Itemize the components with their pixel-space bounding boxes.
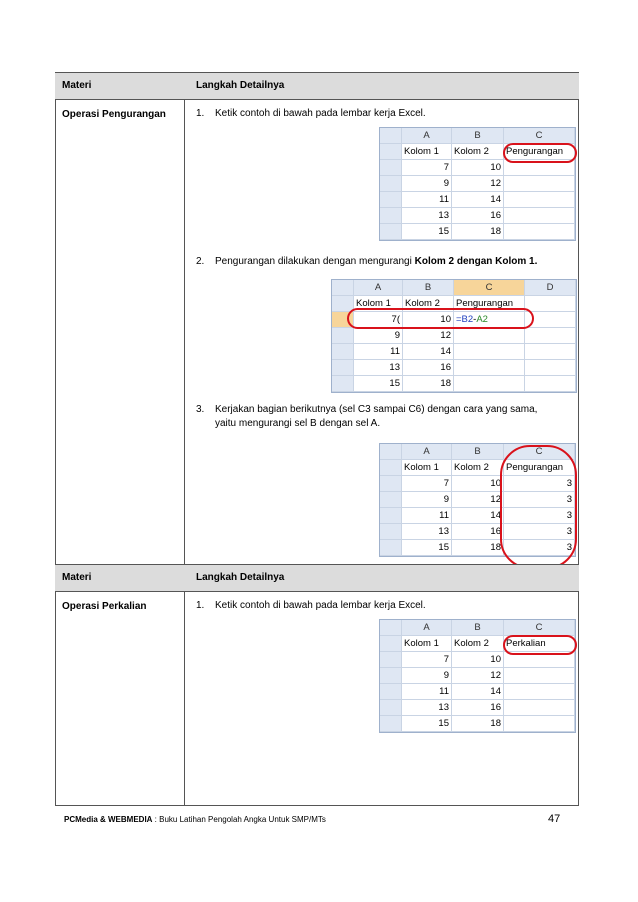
column-divider	[184, 72, 185, 806]
sheet-cell[interactable]: 18	[403, 376, 454, 391]
sheet-cell[interactable]: 14	[452, 192, 504, 207]
sheet-cell[interactable]	[454, 376, 525, 391]
sheet-cell[interactable]: 11	[402, 508, 452, 523]
sheet-column-header[interactable]: B	[403, 280, 454, 295]
sheet-cell[interactable]	[454, 360, 525, 375]
sheet-cell[interactable]: 15	[402, 540, 452, 555]
sheet-column-header[interactable]: A	[354, 280, 403, 295]
sheet-corner[interactable]	[332, 280, 354, 295]
excel-sheet-pengurangan-2	[331, 279, 577, 393]
sheet-row-number[interactable]	[380, 668, 402, 683]
sheet-column-header[interactable]: B	[452, 444, 504, 459]
sheet-cell[interactable]: 3	[504, 492, 575, 507]
sheet-cell[interactable]	[504, 700, 575, 715]
sheet-cell[interactable]	[504, 176, 575, 191]
sheet-cell[interactable]	[525, 344, 576, 359]
sheet-row	[380, 684, 575, 700]
sheet-cell[interactable]: =B2-A2	[454, 312, 525, 327]
sheet-cell[interactable]: Kolom 1	[354, 296, 403, 311]
sheet-row-number[interactable]	[380, 492, 402, 507]
step-text-line: yaitu mengurangi sel B dengan sel A.	[215, 418, 381, 429]
sheet-cell[interactable]: 15	[402, 224, 452, 239]
sheet-cell[interactable]: 14	[403, 344, 454, 359]
sheet-column-header[interactable]: A	[402, 620, 452, 635]
sheet-row-number[interactable]	[380, 176, 402, 191]
header-langkah: Langkah Detailnya	[196, 80, 285, 91]
step-text	[215, 255, 537, 269]
sheet-cell[interactable]: Kolom 2	[452, 460, 504, 475]
step-item	[196, 599, 576, 613]
sheet-cell[interactable]	[525, 328, 576, 343]
sheet-cell[interactable]	[454, 344, 525, 359]
highlight-oval	[347, 308, 534, 329]
sheet-row-number[interactable]	[380, 700, 402, 715]
sheet-cell[interactable]	[525, 360, 576, 375]
sheet-cell[interactable]: Kolom 1	[402, 636, 452, 651]
sheet-cell[interactable]: 10	[452, 652, 504, 667]
sheet-column-header[interactable]: B	[452, 128, 504, 143]
sheet-cell[interactable]: 16	[452, 700, 504, 715]
sheet-cell[interactable]: 3	[504, 476, 575, 491]
sheet-cell[interactable]: 10	[403, 312, 454, 327]
sheet-column-header[interactable]: D	[525, 280, 576, 295]
sheet-corner[interactable]	[380, 620, 402, 635]
sheet-cell[interactable]: 9	[402, 668, 452, 683]
sheet-row	[380, 716, 575, 732]
section-title-pengurangan: Operasi Pengurangan	[62, 109, 166, 120]
sheet-cell[interactable]: 3	[504, 508, 575, 523]
sheet-cell[interactable]: 15	[354, 376, 403, 391]
sheet-row	[332, 328, 576, 344]
sheet-cell[interactable]: 13	[402, 524, 452, 539]
sheet-row-number[interactable]	[380, 160, 402, 175]
sheet-row-number[interactable]	[380, 636, 402, 651]
step-number: 2.	[196, 256, 205, 267]
sheet-row-number[interactable]	[380, 460, 402, 475]
sheet-row	[332, 376, 576, 392]
sheet-cell[interactable]: 11	[402, 192, 452, 207]
sheet-column-header[interactable]: C	[504, 444, 575, 459]
sheet-cell[interactable]: 7	[402, 652, 452, 667]
sheet-row-number[interactable]	[380, 476, 402, 491]
step-number: 1.	[196, 600, 205, 611]
sheet-cell[interactable]: 13	[402, 700, 452, 715]
sheet-row-number[interactable]	[380, 508, 402, 523]
sheet-cell[interactable]: 14	[452, 684, 504, 699]
sheet-row-number[interactable]	[380, 208, 402, 223]
step-item	[196, 255, 576, 269]
sheet-cell[interactable]: Pengurangan	[504, 144, 575, 159]
sheet-cell[interactable]	[504, 716, 575, 731]
sheet-corner[interactable]	[380, 444, 402, 459]
sheet-cell[interactable]: 13	[354, 360, 403, 375]
sheet-cell[interactable]: 18	[452, 716, 504, 731]
step-item	[196, 107, 576, 121]
header-materi: Materi	[62, 80, 92, 91]
sheet-cell[interactable]: Kolom 1	[402, 144, 452, 159]
sheet-column-header[interactable]: C	[454, 280, 525, 295]
sheet-cell[interactable]: 9	[354, 328, 403, 343]
sheet-cell[interactable]: 16	[452, 524, 504, 539]
table-header	[55, 564, 579, 592]
table-header	[55, 72, 579, 100]
sheet-cell[interactable]: 7	[402, 160, 452, 175]
sheet-cell[interactable]: 16	[452, 208, 504, 223]
sheet-cell[interactable]	[504, 192, 575, 207]
sheet-cell[interactable]: 3	[504, 524, 575, 539]
sheet-cell[interactable]: 15	[402, 716, 452, 731]
sheet-column-header[interactable]: B	[452, 620, 504, 635]
sheet-row-number[interactable]	[380, 540, 402, 555]
sheet-column-header[interactable]: C	[504, 128, 575, 143]
sheet-cell[interactable]	[504, 208, 575, 223]
sheet-cell[interactable]: 12	[452, 668, 504, 683]
sheet-cell[interactable]: 9	[402, 492, 452, 507]
sheet-row	[380, 668, 575, 684]
sheet-cell[interactable]	[504, 684, 575, 699]
highlight-oval	[503, 635, 577, 655]
sheet-cell[interactable]: 18	[452, 224, 504, 239]
sheet-row-number[interactable]	[380, 652, 402, 667]
sheet-cell[interactable]	[454, 328, 525, 343]
sheet-cell[interactable]: 12	[452, 176, 504, 191]
step-number: 3.	[196, 404, 205, 415]
sheet-row-number[interactable]	[380, 192, 402, 207]
sheet-cell[interactable]: 10	[452, 476, 504, 491]
step-text: Ketik contoh di bawah pada lembar kerja Excel.	[215, 108, 426, 119]
sheet-cell[interactable]: 12	[452, 492, 504, 507]
sheet-cell[interactable]: Kolom 2	[403, 296, 454, 311]
sheet-cell[interactable]: 16	[403, 360, 454, 375]
step-text-line: Kerjakan bagian berikutnya (sel C3 sampai C6) dengan cara yang sama,	[215, 404, 538, 415]
step-text	[215, 403, 576, 431]
sheet-cell[interactable]: 9	[402, 176, 452, 191]
sheet-corner[interactable]	[380, 128, 402, 143]
sheet-cell[interactable]: 11	[354, 344, 403, 359]
highlight-oval	[500, 445, 577, 569]
sheet-column-header-row	[380, 620, 575, 636]
step-number: 1.	[196, 108, 205, 119]
sheet-column-header-row	[380, 128, 575, 144]
sheet-row-number[interactable]	[332, 360, 354, 375]
sheet-column-header[interactable]: C	[504, 620, 575, 635]
sheet-cell[interactable]	[504, 224, 575, 239]
header-langkah: Langkah Detailnya	[196, 572, 285, 583]
sheet-cell[interactable]: Kolom 2	[452, 144, 504, 159]
sheet-cell[interactable]: 7	[402, 476, 452, 491]
sheet-cell[interactable]: 18	[452, 540, 504, 555]
step-text: Ketik contoh di bawah pada lembar kerja Excel.	[215, 600, 426, 611]
sheet-cell[interactable]: 3	[504, 540, 575, 555]
section-title-perkalian: Operasi Perkalian	[62, 601, 147, 612]
sheet-row	[380, 224, 575, 240]
page-footer	[64, 815, 326, 824]
sheet-cell[interactable]: 13	[402, 208, 452, 223]
sheet-column-header[interactable]: A	[402, 444, 452, 459]
sheet-cell[interactable]: 12	[403, 328, 454, 343]
sheet-cell[interactable]: 14	[452, 508, 504, 523]
sheet-cell[interactable]: Perkalian	[504, 636, 575, 651]
sheet-cell[interactable]	[525, 296, 576, 311]
sheet-row-number[interactable]	[380, 524, 402, 539]
sheet-row-number[interactable]	[380, 144, 402, 159]
sheet-cell[interactable]: Pengurangan	[504, 460, 575, 475]
sheet-column-header[interactable]: A	[402, 128, 452, 143]
sheet-cell[interactable]: 11	[402, 684, 452, 699]
sheet-cell[interactable]: Kolom 1	[402, 460, 452, 475]
sheet-row	[380, 208, 575, 224]
sheet-row-number[interactable]	[380, 684, 402, 699]
sheet-cell[interactable]: 10	[452, 160, 504, 175]
highlight-oval	[503, 143, 577, 163]
step-text-plain: Pengurangan dilakukan dengan mengurangi	[215, 256, 415, 267]
page-number: 47	[548, 813, 561, 825]
sheet-row-number[interactable]	[332, 344, 354, 359]
sheet-cell[interactable]: 7(	[354, 312, 403, 327]
sheet-row	[380, 192, 575, 208]
sheet-cell[interactable]: Kolom 2	[452, 636, 504, 651]
sheet-column-header-row	[332, 280, 576, 296]
sheet-row	[380, 176, 575, 192]
sheet-cell[interactable]	[525, 376, 576, 391]
sheet-row	[332, 344, 576, 360]
sheet-row-number[interactable]	[332, 296, 354, 311]
sheet-cell[interactable]	[504, 668, 575, 683]
sheet-cell[interactable]: Pengurangan	[454, 296, 525, 311]
sheet-row-number[interactable]	[380, 224, 402, 239]
sheet-row-number[interactable]	[380, 716, 402, 731]
sheet-row-number[interactable]	[332, 376, 354, 391]
header-materi: Materi	[62, 572, 92, 583]
sheet-row	[380, 700, 575, 716]
sheet-row	[332, 360, 576, 376]
footer-brand: PCMedia & WEBMEDIA	[64, 815, 153, 824]
footer-text: : Buku Latihan Pengolah Angka Untuk SMP/MTs	[152, 815, 326, 824]
sheet-row-number[interactable]	[332, 328, 354, 343]
step-text-bold: Kolom 2 dengan Kolom 1.	[414, 256, 538, 267]
step-item	[196, 403, 576, 431]
